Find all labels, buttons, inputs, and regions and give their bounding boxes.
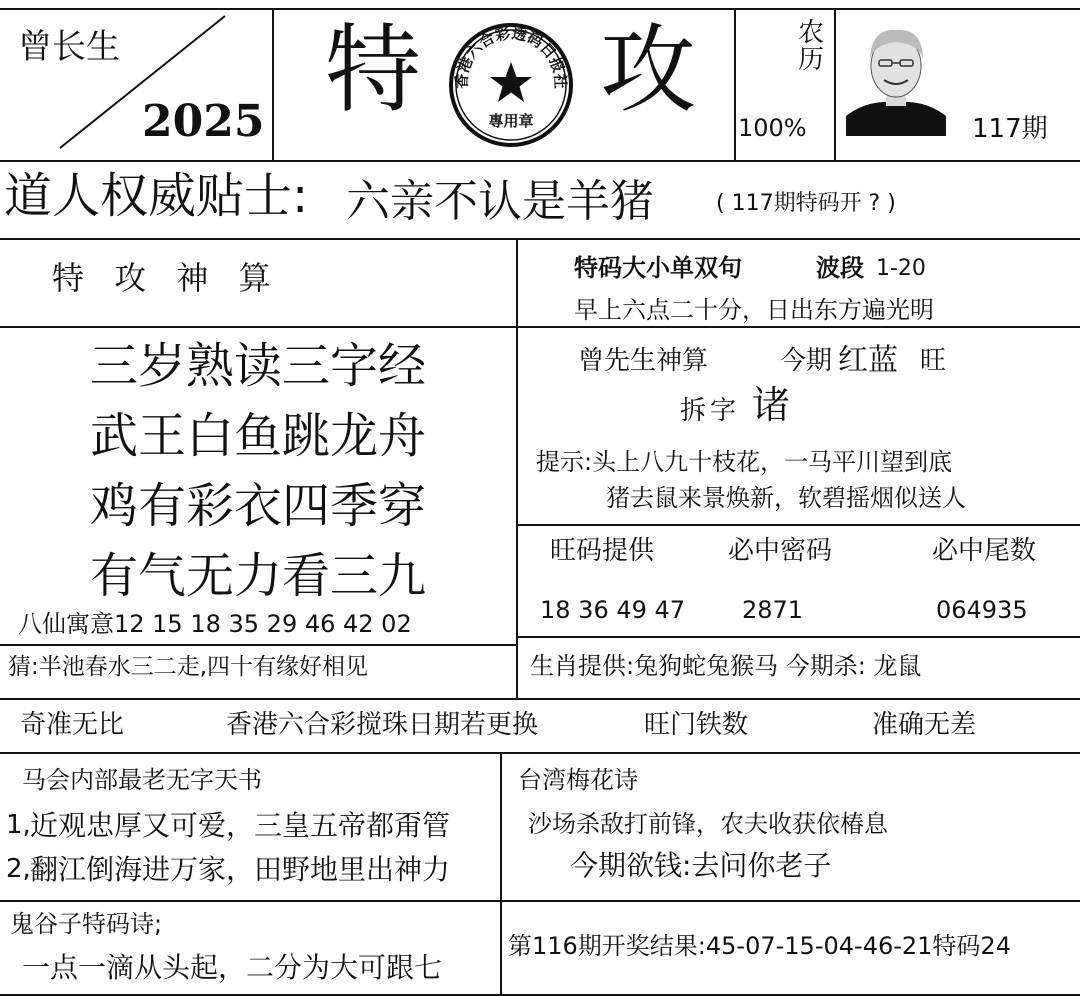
col-value-1: 18 36 49 47 — [540, 596, 686, 624]
poem-line-2: 武王白鱼跳龙舟 — [90, 408, 427, 464]
lower-left-line1-num: 1, — [6, 810, 31, 840]
zeng-label: 曾先生神算 — [578, 346, 709, 376]
middle-divider — [516, 238, 518, 698]
lunar-label: 农历 — [798, 18, 825, 76]
guess-line: 猜:半池春水三二走,四十有缘好相见 — [8, 654, 369, 680]
middle-bottom-border — [0, 698, 1080, 700]
wave-label: 波段 — [816, 254, 864, 282]
guigu-title: 鬼谷子特码诗; — [10, 910, 163, 938]
lower-right-mid-border — [500, 900, 1080, 902]
lower-divider — [500, 752, 502, 996]
header-year: 2025 — [142, 96, 265, 147]
col-header-2: 必中密码 — [728, 536, 833, 566]
banner-bottom-border — [0, 752, 1080, 754]
wave-range: 1-20 — [876, 256, 926, 281]
lower-right-title: 台湾梅花诗 — [518, 766, 638, 794]
portrait-photo — [846, 18, 946, 136]
header-divider-1 — [272, 8, 274, 160]
header-bottom-border — [0, 160, 1080, 162]
colors-value: 红蓝 — [838, 343, 898, 378]
title-left: 特 — [325, 14, 421, 126]
poem-line-1: 三岁熟读三字经 — [90, 338, 427, 394]
col-header-1: 旺码提供 — [550, 536, 655, 566]
lower-right-line1: 沙场杀敌打前锋，农夫收获依椿息 — [528, 810, 888, 838]
this-issue-label: 今期 — [780, 346, 833, 376]
lower-right-line2: 今期欲钱:去问你老子 — [570, 849, 832, 882]
baxian-line: 八仙寓意12 15 18 35 29 46 42 02 — [18, 610, 412, 638]
left-heading-border — [0, 326, 516, 328]
chaizi-char: 诸 — [752, 383, 791, 427]
col-value-3: 064935 — [936, 596, 1028, 624]
header-divider-2 — [734, 8, 736, 160]
right-upper-border — [516, 326, 1080, 328]
lower-left-line2: 翻江倒海进万家，田野地里出神力 — [30, 853, 451, 886]
col-value-2: 2871 — [742, 596, 804, 624]
lower-left-mid-border — [0, 900, 500, 902]
poem-line-3: 鸡有彩衣四季穿 — [90, 478, 427, 534]
morning-line: 早上六点二十分，日出东方遍光明 — [574, 296, 934, 324]
stamp-ring-text: 香港六合彩透码日报社 — [452, 24, 570, 89]
poem-line-4: 有气无力看三九 — [90, 548, 427, 604]
zodiac-line: 生肖提供:兔狗蛇兔猴马 今期杀: 龙鼠 — [530, 652, 922, 680]
issue-number: 117期 — [972, 114, 1048, 144]
hint-line-2: 猪去鼠来景焕新，软碧摇烟似送人 — [606, 484, 966, 512]
codes-top-border — [516, 524, 1080, 526]
headline-bottom-border — [0, 238, 1080, 240]
size-label: 特码大小单双句 — [574, 254, 742, 282]
baxian-border — [0, 644, 516, 646]
headline-prefix: 道人权威贴士: — [4, 168, 309, 224]
lower-left-line1: 近观忠厚又可爱，三皇五帝都甭管 — [30, 809, 451, 842]
header-name: 曾长生 — [18, 27, 120, 67]
stamp-bottom-text: 專用章 — [488, 112, 534, 130]
col-header-3: 必中尾数 — [932, 536, 1037, 566]
header-divider-3 — [834, 8, 836, 160]
guigu-line: 一点一滴从头起，二分为大可跟七 — [22, 951, 443, 984]
banner-item-4: 准确无差 — [872, 710, 977, 740]
draw-result: 第116期开奖结果:45-07-15-04-46-21特码24 — [508, 932, 1011, 960]
lower-left-title: 马会内部最老无字天书 — [22, 766, 262, 794]
chaizi-label: 拆字 — [680, 396, 741, 426]
stamp-seal — [448, 22, 574, 148]
banner-item-3: 旺门铁数 — [644, 710, 749, 740]
left-heading: 特 攻 神 算 — [52, 259, 281, 297]
codes-bottom-border — [516, 636, 1080, 638]
headline-note: ( 117期特码开 ? ) — [716, 191, 896, 216]
banner-item-2: 香港六合彩搅珠日期若更换 — [226, 710, 539, 740]
title-right: 攻 — [600, 14, 696, 126]
headline-main: 六亲不认是羊猪 — [346, 176, 654, 227]
wang-label: 旺 — [920, 346, 947, 376]
lower-left-line2-num: 2, — [6, 854, 31, 884]
banner-item-1: 奇准无比 — [20, 710, 125, 740]
percent-value: 100% — [738, 114, 807, 142]
star-icon — [490, 62, 532, 102]
hint-line-1: 提示:头上八九十枝花，一马平川望到底 — [536, 448, 953, 476]
